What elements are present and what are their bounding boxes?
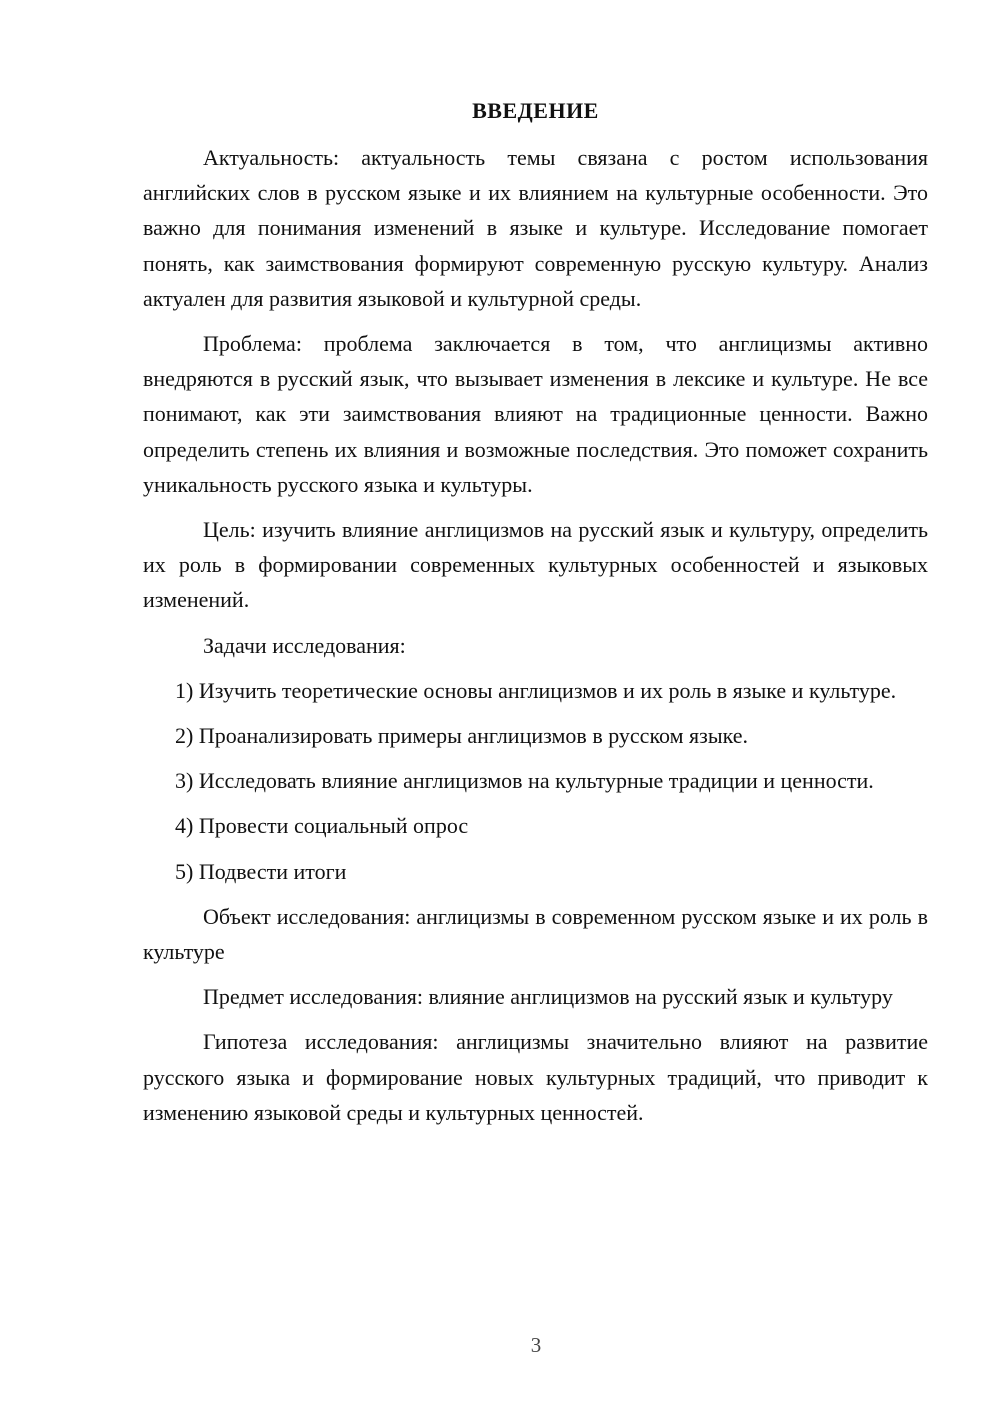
list-item-task-5: 5) Подвести итоги bbox=[175, 858, 347, 884]
document-body bbox=[143, 95, 928, 1140]
list-item-task-4: 4) Провести социальный опрос bbox=[175, 813, 469, 839]
paragraph-hypothesis: Гипотеза исследования: англицизмы значительно влияют на развитие русского языка и формирование новых культурных традиций, что приводит к изменению языковой среды и культурных ценностей. bbox=[143, 1029, 928, 1125]
paragraph-relevance: Актуальность: актуальность темы связана с ростом использования английских слов в русском языке и их влиянием на культурные особенности. Это важно для понимания изменений в языке и культуре. Исследование помогает понять, как заимствования формируют современную русскую культуру. Анализ актуален для развития языковой и культурной среды. bbox=[143, 145, 928, 311]
list-item-task-3: 3) Исследовать влияние англицизмов на культурные традиции и ценности. bbox=[175, 768, 874, 794]
list-item-task-1: 1) Изучить теоретические основы англицизмов и их роль в языке и культуре. bbox=[175, 677, 897, 703]
paragraph-problem: Проблема: проблема заключается в том, что англицизмы активно внедряются в русский язык, что вызывает изменения в лексике и культуре. Не все понимают, как эти заимствования влияют на традиционные ценности. Важно определить степень их влияния и возможные последствия. Это поможет сохранить уникальность русского языка и культуры. bbox=[143, 331, 928, 497]
page-number: 3 bbox=[530, 1333, 542, 1357]
paragraph-subject: Предмет исследования: влияние англицизмов на русский язык и культуру bbox=[203, 984, 893, 1010]
paragraph-object: Объект исследования: англицизмы в современном русском языке и их роль в культуре bbox=[143, 903, 928, 965]
page-title: ВВЕДЕНИЕ bbox=[472, 98, 599, 123]
list-item-task-2: 2) Проанализировать примеры англицизмов в русском языке. bbox=[175, 723, 749, 749]
paragraph-tasks-heading: Задачи исследования: bbox=[203, 632, 406, 658]
paragraph-goal: Цель: изучить влияние англицизмов на русский язык и культуру, определить их роль в формировании современных культурных особенностей и языковых изменений. bbox=[143, 517, 928, 613]
